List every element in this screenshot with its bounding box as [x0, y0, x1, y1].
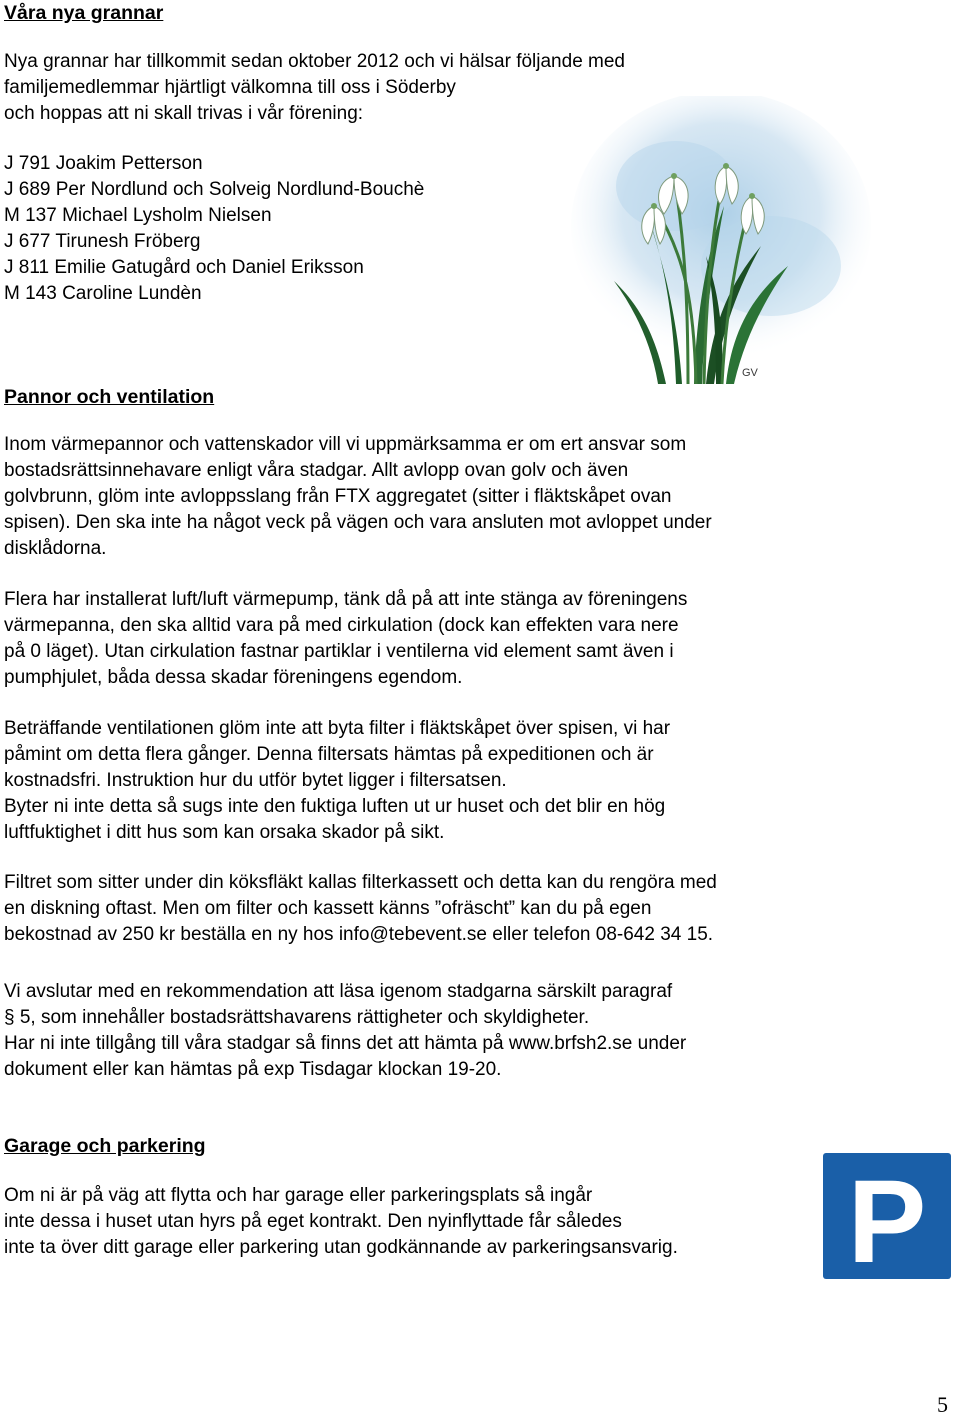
garage-paragraph	[4, 1183, 678, 1261]
boilers-paragraph-3	[4, 716, 670, 846]
text-line: Har ni inte tillgång till våra stadgar så finns det att hämta på www.brfsh2.se under	[4, 1033, 687, 1054]
list-item: J 811 Emilie Gatugård och Daniel Eriksson	[4, 257, 364, 278]
list-item: M 143 Caroline Lundèn	[4, 283, 202, 304]
text-line: inte ta över ditt garage eller parkering utan godkännande av parkeringsansvarig.	[4, 1237, 678, 1258]
text-line: familjemedlemmar hjärtligt välkomna till oss i Söderby	[4, 77, 456, 98]
text-line: och hoppas att ni skall trivas i vår förening:	[4, 103, 364, 124]
parking-sign-letter: P	[847, 1156, 927, 1284]
text-line: disklådorna.	[4, 538, 107, 559]
parking-sign-icon	[818, 1148, 956, 1284]
list-item: M 137 Michael Lysholm Nielsen	[4, 205, 272, 226]
snowdrop-illustration	[556, 96, 874, 390]
section-title-neighbors: Våra nya grannar	[4, 2, 164, 24]
boilers-paragraph-4	[4, 870, 717, 948]
text-line: Vi avslutar med en rekommendation att läsa igenom stadgarna särskilt paragraf	[4, 981, 673, 1002]
section-title-boilers: Pannor och ventilation	[4, 386, 215, 408]
text-line: värmepanna, den ska alltid vara på med cirkulation (dock kan effekten vara nere	[4, 615, 679, 636]
text-line: kostnadsfri. Instruktion hur du utför bytet ligger i filtersatsen.	[4, 770, 507, 791]
illustration-signature: GV	[742, 367, 758, 379]
list-item: J 689 Per Nordlund och Solveig Nordlund-Bouchè	[4, 179, 425, 200]
text-line: Nya grannar har tillkommit sedan oktober 2012 och vi hälsar följande med	[4, 51, 625, 72]
list-item: J 791 Joakim Petterson	[4, 153, 203, 174]
text-line: inte dessa i huset utan hyrs på eget kontrakt. Den nyinflyttade får således	[4, 1211, 622, 1232]
boilers-paragraph-2	[4, 587, 687, 691]
text-line: bostadsrättsinnehavare enligt våra stadgar. Allt avlopp ovan golv och även	[4, 460, 629, 481]
text-line: Om ni är på väg att flytta och har garage eller parkeringsplats så ingår	[4, 1185, 593, 1206]
text-line: en diskning oftast. Men om filter och kassett känns ”ofräscht” kan du på egen	[4, 898, 652, 919]
section-title-garage: Garage och parkering	[4, 1135, 206, 1157]
text-line: Filtret som sitter under din köksfläkt kallas filterkassett och detta kan du rengöra med	[4, 872, 717, 893]
text-line: § 5, som innehåller bostadsrättshavarens rättigheter och skyldigheter.	[4, 1007, 590, 1028]
neighbors-intro	[4, 49, 625, 127]
text-line: golvbrunn, glöm inte avloppsslang från FTX aggregatet (sitter i fläktskåpet ovan	[4, 486, 672, 507]
text-line: Beträffande ventilationen glöm inte att byta filter i fläktskåpet över spisen, vi har	[4, 718, 671, 739]
boilers-paragraph-5	[4, 979, 686, 1083]
neighbors-list	[4, 151, 424, 307]
text-line: luftfuktighet i ditt hus som kan orsaka skador på sikt.	[4, 822, 445, 843]
list-item: J 677 Tirunesh Fröberg	[4, 231, 201, 252]
text-line: Flera har installerat luft/luft värmepump, tänk då på att inte stänga av föreningens	[4, 589, 688, 610]
text-line: bekostnad av 250 kr beställa en ny hos info@tebevent.se eller telefon 08-642 34 15.	[4, 924, 714, 945]
page-number: 5	[937, 1392, 948, 1417]
text-line: spisen). Den ska inte ha något veck på vägen och vara ansluten mot avloppet under	[4, 512, 712, 533]
text-line: Byter ni inte detta så sugs inte den fuktiga luften ut ur huset och det blir en hög	[4, 796, 666, 817]
text-line: påmint om detta flera gånger. Denna filtersats hämtas på expeditionen och är	[4, 744, 654, 765]
text-line: på 0 läget). Utan cirkulation fastnar partiklar i ventilerna vid element samt även i	[4, 641, 674, 662]
text-line: Inom värmepannor och vattenskador vill vi uppmärksamma er om ert ansvar som	[4, 434, 687, 455]
boilers-paragraph-1	[4, 432, 712, 562]
text-line: pumphjulet, båda dessa skadar föreningens egendom.	[4, 667, 463, 688]
text-line: dokument eller kan hämtas på exp Tisdagar klockan 19-20.	[4, 1059, 502, 1080]
